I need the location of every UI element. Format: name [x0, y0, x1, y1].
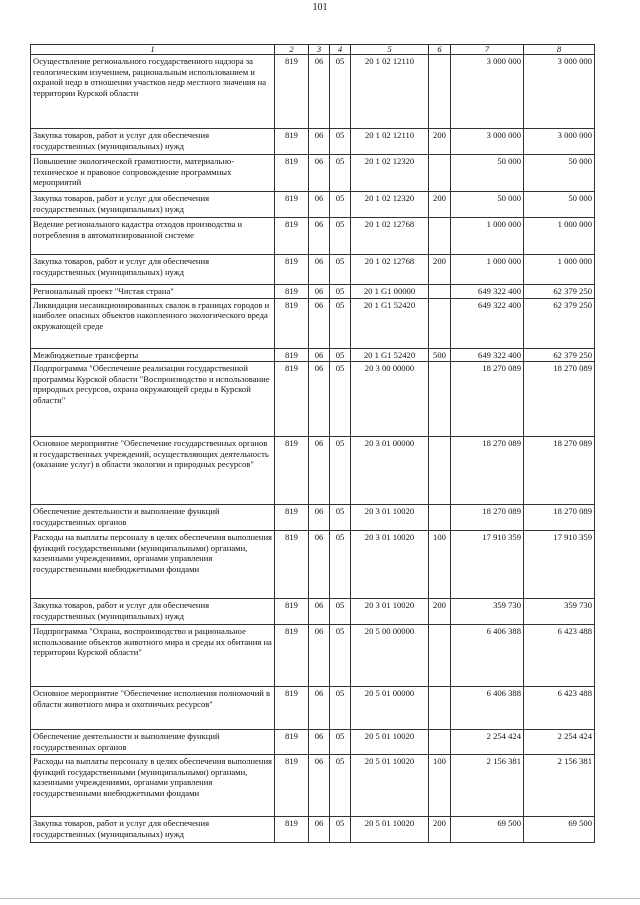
row-name: Межбюджетные трансферты [31, 348, 275, 362]
row-pr: 05 [330, 298, 351, 348]
row-name: Обеспечение деятельности и выполнение функций государственных органов [31, 730, 275, 755]
page-number: 101 [312, 2, 328, 13]
row-grbs: 819 [275, 192, 309, 218]
row-rz: 06 [309, 129, 330, 155]
row-rz: 06 [309, 192, 330, 218]
row-name: Обеспечение деятельности и выполнение функций государственных органов [31, 505, 275, 531]
row-grbs: 819 [275, 599, 309, 625]
row-sum-2: 2 156 381 [524, 755, 595, 817]
row-rz: 06 [309, 755, 330, 817]
col-header-rz: 3 [309, 45, 330, 55]
row-rz: 06 [309, 730, 330, 755]
row-pr: 05 [330, 255, 351, 285]
row-sum-2: 50 000 [524, 155, 595, 192]
row-sum-1: 1 000 000 [451, 255, 524, 285]
row-pr: 05 [330, 437, 351, 505]
row-csr: 20 1 02 12110 [351, 55, 429, 129]
row-vr [429, 55, 451, 129]
row-sum-1: 18 270 089 [451, 437, 524, 505]
row-csr: 20 5 01 10020 [351, 817, 429, 843]
row-grbs: 819 [275, 55, 309, 129]
row-vr: 200 [429, 817, 451, 843]
row-vr: 200 [429, 192, 451, 218]
row-rz: 06 [309, 505, 330, 531]
row-rz: 06 [309, 218, 330, 255]
row-sum-2: 18 270 089 [524, 362, 595, 437]
row-vr: 500 [429, 348, 451, 362]
row-sum-1: 2 254 424 [451, 730, 524, 755]
row-vr: 200 [429, 255, 451, 285]
col-header-name: 1 [31, 45, 275, 55]
row-sum-2: 18 270 089 [524, 437, 595, 505]
table-row [31, 687, 595, 730]
row-vr [429, 505, 451, 531]
row-grbs: 819 [275, 362, 309, 437]
row-sum-1: 2 156 381 [451, 755, 524, 817]
col-header-pr: 4 [330, 45, 351, 55]
row-pr: 05 [330, 687, 351, 730]
row-sum-2: 18 270 089 [524, 505, 595, 531]
row-pr: 05 [330, 730, 351, 755]
row-pr: 05 [330, 625, 351, 687]
row-csr: 20 1 02 12320 [351, 192, 429, 218]
table-row [31, 285, 595, 299]
row-csr: 20 1 02 12768 [351, 255, 429, 285]
row-csr: 20 3 01 10020 [351, 531, 429, 599]
row-grbs: 819 [275, 255, 309, 285]
col-header-sum-1: 7 [451, 45, 524, 55]
row-csr: 20 3 01 10020 [351, 505, 429, 531]
row-sum-1: 649 322 400 [451, 298, 524, 348]
row-sum-1: 1 000 000 [451, 218, 524, 255]
row-grbs: 819 [275, 129, 309, 155]
row-grbs: 819 [275, 285, 309, 299]
row-pr: 05 [330, 817, 351, 843]
table-row [31, 730, 595, 755]
col-header-vr: 6 [429, 45, 451, 55]
row-name: Закупка товаров, работ и услуг для обеспечения государственных (муниципальных) нужд [31, 129, 275, 155]
row-name: Ликвидация несанкционированных свалок в границах городов и наиболее опасных объектов накопленного экологического вреда окружающей среде [31, 298, 275, 348]
table-row [31, 505, 595, 531]
col-header-grbs: 2 [275, 45, 309, 55]
table-row [31, 625, 595, 687]
row-sum-1: 18 270 089 [451, 362, 524, 437]
row-pr: 05 [330, 755, 351, 817]
row-vr: 200 [429, 599, 451, 625]
row-sum-1: 17 910 359 [451, 531, 524, 599]
row-rz: 06 [309, 817, 330, 843]
table-row [31, 531, 595, 599]
row-csr: 20 5 00 00000 [351, 625, 429, 687]
row-csr: 20 5 01 10020 [351, 755, 429, 817]
row-vr: 100 [429, 755, 451, 817]
table-row [31, 155, 595, 192]
budget-table [30, 44, 595, 843]
table-row [31, 817, 595, 843]
row-sum-2: 3 000 000 [524, 55, 595, 129]
row-vr [429, 362, 451, 437]
row-rz: 06 [309, 285, 330, 299]
row-sum-2: 62 379 250 [524, 285, 595, 299]
row-vr [429, 155, 451, 192]
row-csr: 20 1 G1 52420 [351, 298, 429, 348]
row-vr [429, 218, 451, 255]
row-grbs: 819 [275, 437, 309, 505]
row-csr: 20 5 01 10020 [351, 730, 429, 755]
table-row [31, 437, 595, 505]
row-rz: 06 [309, 362, 330, 437]
row-sum-1: 50 000 [451, 155, 524, 192]
row-name: Повышение экологической грамотности, материально-техническое и правовое сопровождение программных мероприятий [31, 155, 275, 192]
row-sum-2: 62 379 250 [524, 348, 595, 362]
row-sum-2: 6 423 488 [524, 687, 595, 730]
row-pr: 05 [330, 129, 351, 155]
row-name: Закупка товаров, работ и услуг для обеспечения государственных (муниципальных) нужд [31, 255, 275, 285]
row-rz: 06 [309, 155, 330, 192]
page-bottom-edge [0, 898, 640, 899]
row-sum-2: 1 000 000 [524, 255, 595, 285]
row-vr [429, 730, 451, 755]
row-name: Осуществление регионального государственного надзора за геологическим изучением, рациональным использованием и охраной недр в отношении участков недр местного значения на территории Курской области [31, 55, 275, 129]
row-grbs: 819 [275, 730, 309, 755]
table-row [31, 218, 595, 255]
col-header-sum-2: 8 [524, 45, 595, 55]
row-rz: 06 [309, 255, 330, 285]
row-name: Подпрограмма "Охрана, воспроизводство и рациональное использование объектов животного мира и среды их обитания на территории Курской области" [31, 625, 275, 687]
row-vr [429, 437, 451, 505]
row-vr [429, 687, 451, 730]
table-row [31, 599, 595, 625]
row-grbs: 819 [275, 817, 309, 843]
row-pr: 05 [330, 55, 351, 129]
row-pr: 05 [330, 218, 351, 255]
row-sum-2: 6 423 488 [524, 625, 595, 687]
row-name: Подпрограмма "Обеспечение реализации государственной программы Курской области "Воспроизводство и использование природных ресурсов, охрана окружающей среды в Курской области" [31, 362, 275, 437]
row-pr: 05 [330, 155, 351, 192]
row-grbs: 819 [275, 155, 309, 192]
row-sum-1: 6 406 388 [451, 687, 524, 730]
row-rz: 06 [309, 625, 330, 687]
row-pr: 05 [330, 192, 351, 218]
row-sum-1: 6 406 388 [451, 625, 524, 687]
row-sum-2: 1 000 000 [524, 218, 595, 255]
table-row [31, 362, 595, 437]
row-grbs: 819 [275, 687, 309, 730]
row-name: Региональный проект "Чистая страна" [31, 285, 275, 299]
row-grbs: 819 [275, 755, 309, 817]
row-csr: 20 1 G1 00000 [351, 285, 429, 299]
row-csr: 20 5 01 00000 [351, 687, 429, 730]
row-sum-1: 649 322 400 [451, 348, 524, 362]
row-csr: 20 1 G1 52420 [351, 348, 429, 362]
table-row [31, 255, 595, 285]
row-pr: 05 [330, 362, 351, 437]
row-csr: 20 3 01 00000 [351, 437, 429, 505]
row-grbs: 819 [275, 505, 309, 531]
row-sum-2: 50 000 [524, 192, 595, 218]
row-pr: 05 [330, 531, 351, 599]
row-rz: 06 [309, 437, 330, 505]
row-sum-2: 359 730 [524, 599, 595, 625]
table-row [31, 348, 595, 362]
row-rz: 06 [309, 599, 330, 625]
row-name: Расходы на выплаты персоналу в целях обеспечения выполнения функций государственными (муниципальными) органами, казенными учреждениями, органами управления государственными внебюджетными фондами [31, 755, 275, 817]
row-grbs: 819 [275, 531, 309, 599]
row-sum-2: 2 254 424 [524, 730, 595, 755]
row-pr: 05 [330, 505, 351, 531]
row-sum-1: 50 000 [451, 192, 524, 218]
row-vr: 100 [429, 531, 451, 599]
row-grbs: 819 [275, 625, 309, 687]
col-header-csr: 5 [351, 45, 429, 55]
row-sum-1: 69 500 [451, 817, 524, 843]
row-csr: 20 1 02 12768 [351, 218, 429, 255]
row-grbs: 819 [275, 348, 309, 362]
header-row [31, 45, 595, 55]
row-rz: 06 [309, 298, 330, 348]
table-row [31, 755, 595, 817]
table-row [31, 55, 595, 129]
row-rz: 06 [309, 687, 330, 730]
row-sum-1: 18 270 089 [451, 505, 524, 531]
row-name: Закупка товаров, работ и услуг для обеспечения государственных (муниципальных) нужд [31, 192, 275, 218]
row-sum-2: 3 000 000 [524, 129, 595, 155]
row-csr: 20 3 00 00000 [351, 362, 429, 437]
row-sum-1: 649 322 400 [451, 285, 524, 299]
row-name: Ведение регионального кадастра отходов производства и потребления в автоматизированной системе [31, 218, 275, 255]
table-row [31, 129, 595, 155]
row-name: Закупка товаров, работ и услуг для обеспечения государственных (муниципальных) нужд [31, 599, 275, 625]
row-sum-2: 62 379 250 [524, 298, 595, 348]
row-rz: 06 [309, 531, 330, 599]
row-name: Расходы на выплаты персоналу в целях обеспечения выполнения функций государственными (муниципальными) органами, казенными учреждениями, органами управления государственными внебюджетными фондами [31, 531, 275, 599]
row-sum-1: 359 730 [451, 599, 524, 625]
row-pr: 05 [330, 348, 351, 362]
row-name: Основное мероприятие "Обеспечение исполнения полномочий в области животного мира и охотничьих ресурсов" [31, 687, 275, 730]
row-name: Закупка товаров, работ и услуг для обеспечения государственных (муниципальных) нужд [31, 817, 275, 843]
row-vr: 200 [429, 129, 451, 155]
table-row [31, 192, 595, 218]
row-csr: 20 3 01 10020 [351, 599, 429, 625]
row-sum-2: 69 500 [524, 817, 595, 843]
row-pr: 05 [330, 599, 351, 625]
row-rz: 06 [309, 348, 330, 362]
row-vr [429, 285, 451, 299]
row-rz: 06 [309, 55, 330, 129]
row-csr: 20 1 02 12320 [351, 155, 429, 192]
row-vr [429, 298, 451, 348]
row-vr [429, 625, 451, 687]
row-grbs: 819 [275, 298, 309, 348]
row-sum-1: 3 000 000 [451, 129, 524, 155]
row-name: Основное мероприятие "Обеспечение государственных органов и государственных учреждений, осуществляющих деятельность (оказание услуг) в области экологии и природных ресурсов" [31, 437, 275, 505]
table-row [31, 298, 595, 348]
row-sum-1: 3 000 000 [451, 55, 524, 129]
row-pr: 05 [330, 285, 351, 299]
row-csr: 20 1 02 12110 [351, 129, 429, 155]
row-grbs: 819 [275, 218, 309, 255]
row-sum-2: 17 910 359 [524, 531, 595, 599]
